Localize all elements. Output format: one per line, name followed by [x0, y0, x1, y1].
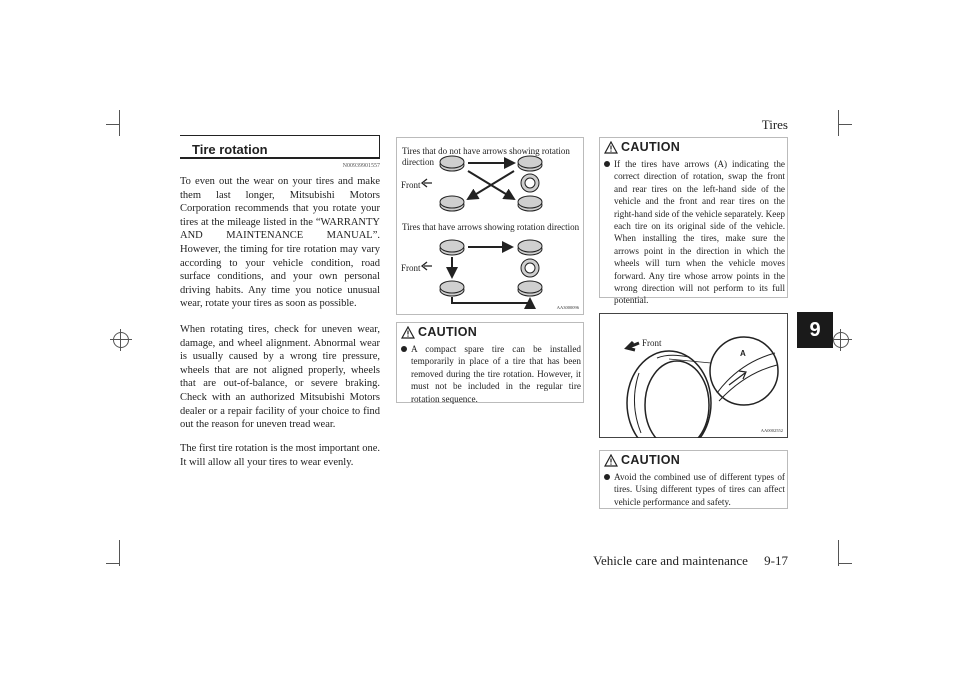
crop-mark [106, 124, 120, 125]
warning-triangle-icon [401, 326, 415, 339]
caution-box [599, 137, 788, 306]
registration-mark-icon [833, 332, 849, 348]
caution-heading [401, 325, 477, 339]
caution-text-content: A compact spare tire can be installed temporarily in place of a tire that has been removed during the tire rotation. However, it must not be included in the regular tire rotation sequence. [411, 344, 581, 404]
crop-mark [119, 540, 120, 566]
caution-box [396, 322, 584, 403]
arrow-a-label: A [740, 349, 746, 358]
caution-text-content: If the tires have arrows (A) indicating the correct direction of rotation, swap the front and rear tires on the left-hand side of the vehicle and the front and rear tires on the right-hand side of the vehicle separately. Keep each tire on its original side of the vehicle. When installing the tires, make sure the arrows point in the direction in which the wheels will turn when the vehicle moves forward. Any tire whose arrow points in the wrong direction will not perform to its full potential. [614, 159, 785, 306]
warning-triangle-icon [604, 141, 618, 154]
front-label: Front [642, 338, 662, 348]
caution-label: CAUTION [621, 140, 681, 154]
bullet-icon [604, 161, 610, 167]
crop-mark [838, 563, 852, 564]
bullet-icon [604, 474, 610, 480]
caution-box [599, 450, 788, 509]
caution-text [401, 343, 581, 405]
section-title: Tire rotation [180, 135, 380, 159]
page-title: Tires [761, 117, 788, 132]
image-code: AA3000096 [556, 305, 579, 310]
chapter-tab: 9 [797, 312, 833, 348]
caution-heading [604, 140, 680, 154]
tire-arrow-diagram [599, 313, 788, 438]
front-label: Front [401, 180, 421, 190]
crop-mark [838, 540, 839, 566]
caution-text-content: Avoid the combined use of different types of tires. Using different types of tires can affect vehicle performance and safety. [614, 472, 785, 507]
caution-text [604, 158, 785, 307]
page-footer: Vehicle care and maintenance 9-17 [593, 553, 788, 568]
body-paragraph: To even out the wear on your tires and make them last longer, Mitsubishi Motors Corporation recommends that you rotate your tires at the mileage listed in the “WARRANTY AND MAINTENANCE MANUAL”. However, the timing for tire rotation may vary according to your vehicle condition, road surface conditions, and your own personal driving habits. Any time you notice unusual wear, rotate your tires as soon as possible. [180, 176, 380, 310]
tire-rotation-diagram [396, 137, 584, 315]
caution-label: CAUTION [418, 325, 478, 339]
body-paragraph: When rotating tires, check for uneven wear, damage, and wheel alignment. Abnormal wear is usually caused by a wrong tire pressure, wheels that are not aligned properly, wheels that are out-of-balance, or severe braking. Check with an authorized Mitsubishi Motors dealer or a repair facility of your choice to find out the reason for uneven tread wear. [180, 324, 380, 431]
reference-code: N00939901557 [342, 163, 380, 169]
body-paragraph: The first tire rotation is the most important one. It will allow all your tires to wear evenly. [180, 443, 380, 468]
caution-heading [604, 453, 680, 467]
crop-mark [119, 110, 120, 136]
bullet-icon [401, 346, 407, 352]
front-label: Front [401, 263, 421, 273]
caution-text [604, 471, 785, 508]
image-code: AA0002552 [760, 428, 783, 433]
label-no-arrows: Tires that do not have arrows showing rotation direction [402, 146, 570, 167]
registration-mark-icon [113, 332, 129, 348]
label-with-arrows: Tires that have arrows showing rotation direction [402, 222, 580, 232]
crop-mark [106, 563, 120, 564]
rotation-pattern-graphic [396, 137, 584, 315]
tire-illustration [599, 313, 788, 438]
crop-mark [838, 124, 852, 125]
warning-triangle-icon [604, 454, 618, 467]
crop-mark [838, 110, 839, 136]
caution-label: CAUTION [621, 453, 681, 467]
